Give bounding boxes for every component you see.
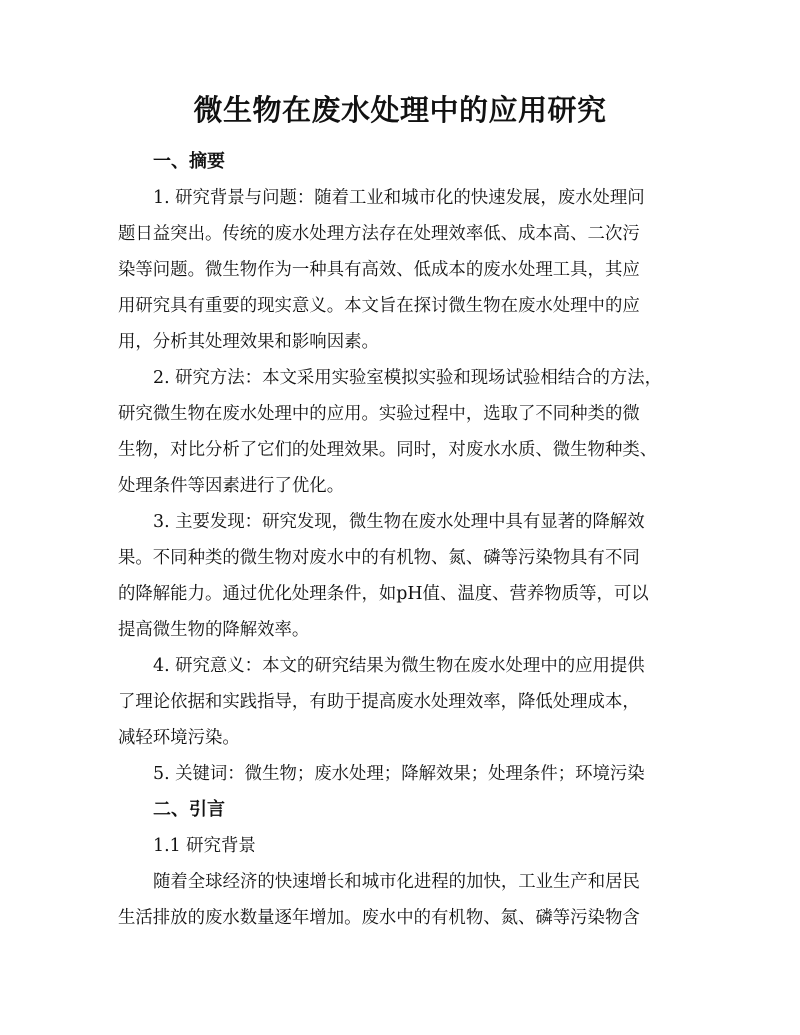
paragraph-methods <box>118 360 688 504</box>
text-line: 1. 研究背景与问题：随着工业和城市化的快速发展，废水处理问 <box>153 188 645 208</box>
text-line: 4. 研究意义：本文的研究结果为微生物在废水处理中的应用提供 <box>153 656 645 676</box>
text-line: 染等问题。微生物作为一种具有高效、低成本的废水处理工具，其应 <box>118 260 640 280</box>
section-heading-introduction: 二、引言 <box>153 799 225 820</box>
document-body <box>118 144 688 936</box>
text-line: 用研究具有重要的现实意义。本文旨在探讨微生物在废水处理中的应 <box>118 296 640 316</box>
text-line: 题日益突出。传统的废水处理方法存在处理效率低、成本高、二次污 <box>118 224 640 244</box>
document-title: 微生物在废水处理中的应用研究 <box>193 93 607 127</box>
text-line: 减轻环境污染。 <box>118 728 240 748</box>
text-line: 2. 研究方法：本文采用实验室模拟实验和现场试验相结合的方法， <box>153 368 663 388</box>
text-line: 提高微生物的降解效率。 <box>118 620 310 640</box>
text-line: 了理论依据和实践指导，有助于提高废水处理效率，降低处理成本， <box>118 692 640 712</box>
text-line: 3. 主要发现：研究发现，微生物在废水处理中具有显著的降解效 <box>153 512 645 532</box>
text-line: 的降解能力。通过优化处理条件，如pH值、温度、营养物质等，可以 <box>118 584 649 604</box>
section-heading-abstract: 一、摘要 <box>153 151 225 172</box>
subsection-heading-background: 1.1 研究背景 <box>153 836 256 856</box>
text-line: 研究微生物在废水处理中的应用。实验过程中，选取了不同种类的微 <box>118 404 640 424</box>
text-line: 生物，对比分析了它们的处理效果。同时，对废水水质、微生物种类、 <box>118 440 658 460</box>
text-line: 处理条件等因素进行了优化。 <box>118 476 345 496</box>
paragraph-significance <box>118 648 688 756</box>
paragraph-background <box>118 180 688 360</box>
paragraph-keywords <box>118 756 688 792</box>
text-line: 生活排放的废水数量逐年增加。废水中的有机物、氮、磷等污染物含 <box>118 908 640 928</box>
text-line: 用，分析其处理效果和影响因素。 <box>118 332 379 352</box>
paragraph-intro-background <box>118 864 688 936</box>
text-line: 果。不同种类的微生物对废水中的有机物、氮、磷等污染物具有不同 <box>118 548 640 568</box>
text-line: 5. 关键词：微生物；废水处理；降解效果；处理条件；环境污染 <box>153 764 645 784</box>
paragraph-findings <box>118 504 688 648</box>
text-line: 随着全球经济的快速增长和城市化进程的加快，工业生产和居民 <box>153 872 640 892</box>
